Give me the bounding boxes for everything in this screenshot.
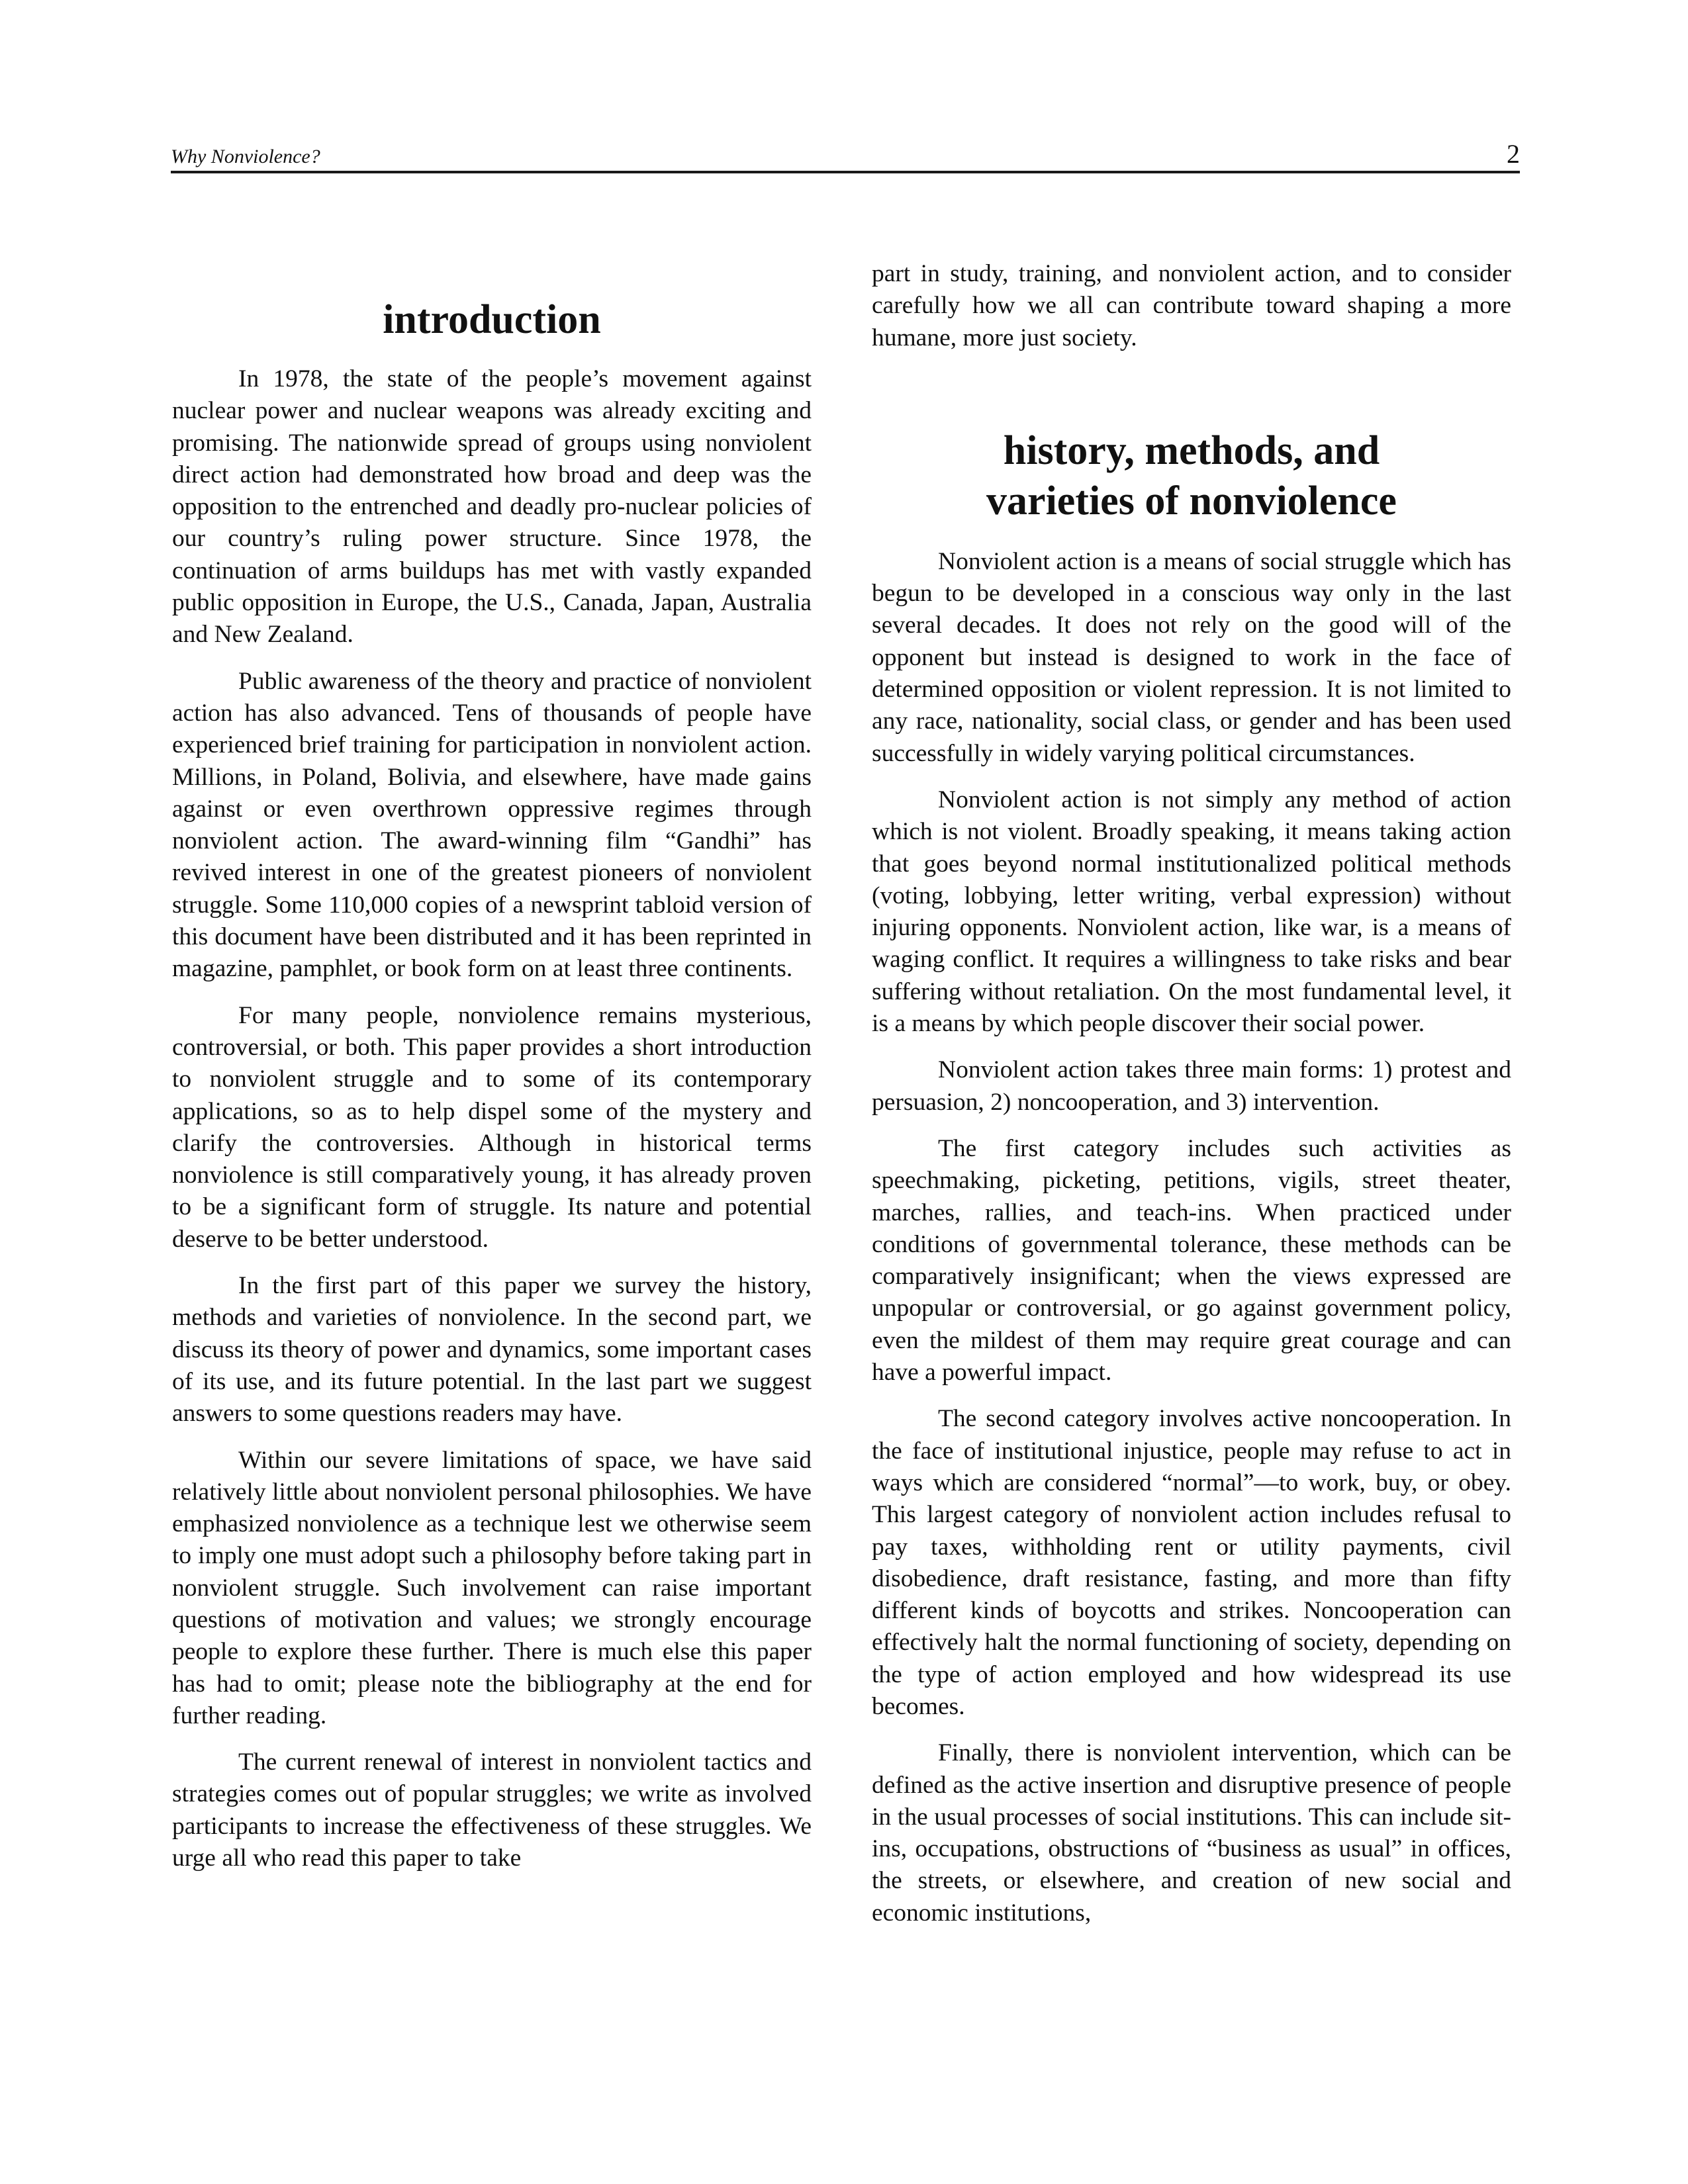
paragraph: Nonviolent action is not simply any method of action which is not violent. Broadly speaking, it means taking action that goes beyond normal institutionalized political methods (voting, lobbying, letter writing, verbal expression) without injuring opponents. Nonviolent action, like war, is a means of waging conflict. It requires a willingness to take risks and bear suffering without retaliation. On the most fundamental level, it is a means by which people discover their social power. [872,786,1511,1038]
section-heading-introduction: introduction [383,297,601,342]
paragraph: The second category involves active noncooperation. In the face of institutional injustice, people may refuse to act in ways which are considered “normal”—to work, buy, or obey. This largest category of nonviolent action includes refusal to pay taxes, withholding rent or utility payments, civil disobedience, draft resistance, fasting, and more than fifty different kinds of boycotts and strikes. Noncooperation can effectively halt the normal functioning of society, depending on the type of action employed and how widespread its use becomes. [872,1405,1511,1720]
right-column [872,258,1511,1944]
paragraph: The current renewal of interest in nonviolent tactics and strategies comes out of popular struggles; we write as involved participants to increase the effectiveness of these struggles. We urge all who read this paper to take [172,1749,812,1872]
section-heading-line: history, methods, and [1003,428,1380,473]
paragraph: Public awareness of the theory and practice of nonviolent action has also advanced. Tens of thousands of people have experienced brief training for participation in nonviolent action. Millions, in Poland, Bolivia, and elsewhere, have made gains against or even overthrown oppressive regimes through nonviolent action. The award-winning film “Gandhi” has revived interest in one of the greatest pioneers of nonviolent struggle. Some 110,000 copies of a newsprint tabloid version of this document have been distributed and it has been reprinted in magazine, pamphlet, or book form on at least three continents. [172,667,812,983]
section-heading-history [872,426,1511,526]
paragraph: The first category includes such activities as speechmaking, picketing, petitions, vigils, street theater, marches, rallies, and teach-ins. When practiced under conditions of governmental tolerance, these methods can be comparatively insignificant; when the views expressed are unpopular or controversial, or go against government policy, even the mildest of them may require great courage and can have a powerful impact. [872,1134,1511,1387]
running-header-title: Why Nonviolence? [171,146,320,167]
paragraph: In 1978, the state of the people’s movement against nuclear power and nuclear weapons was already exciting and promising. The nationwide spread of groups using nonviolent direct action had demonstrated how broad and deep was the opposition to the entrenched and deadly pro-nuclear policies of our country’s ruling power structure. Since 1978, the continuation of arms buildups has met with vastly expanded public opposition in Europe, the U.S., Canada, Japan, Australia and New Zealand. [172,365,812,649]
paragraph: Finally, there is nonviolent intervention, which can be defined as the active insertion and disruptive presence of people in the usual processes of social institutions. This can include sit-ins, occupations, obstructions of “business as usual” in offices, the streets, or elsewhere, and creation of new social and economic institutions, [872,1739,1511,1927]
running-header [171,139,1520,173]
paragraph: Nonviolent action takes three main forms: 1) protest and persuasion, 2) noncooperation, and 3) intervention. [872,1056,1511,1116]
paragraph: Nonviolent action is a means of social struggle which has begun to be developed in a conscious way only in the last several decades. It does not rely on the good will of the opponent but instead is designed to work in the face of determined opposition or violent repression. It is not limited to any race, nationality, social class, or gender and has been used successfully in widely varying political circumstances. [872,547,1511,767]
paragraph-continuation: part in study, training, and nonviolent action, and to consider carefully how we all can contribute toward shaping a more humane, more just society. [872,260,1511,351]
left-column [172,295,812,1889]
page-number: 2 [1507,139,1520,169]
section-heading-line: varieties of nonviolence [986,478,1397,523]
paragraph: Within our severe limitations of space, we have said relatively little about nonviolent personal philosophies. We have emphasized nonviolence as a technique lest we otherwise seem to imply one must adopt such a philosophy before taking part in nonviolent struggle. Such involvement can raise important questions of motivation and values; we strongly encourage people to explore these further. There is much else this paper has had to omit; please note the bibliography at the end for further reading. [172,1446,812,1729]
paragraph: For many people, nonviolence remains mysterious, controversial, or both. This paper provides a short introduction to nonviolent struggle and to some of its contemporary applications, so as to help dispel some of the mystery and clarify the controversies. Although in historical terms nonviolence is still comparatively young, it has already proven to be a significant form of struggle. Its nature and potential deserve to be better understood. [172,1001,812,1253]
paragraph: In the first part of this paper we survey the history, methods and varieties of nonviolence. In the second part, we discuss its theory of power and dynamics, some important cases of its use, and its future potential. In the last part we suggest answers to some questions readers may have. [172,1272,812,1428]
